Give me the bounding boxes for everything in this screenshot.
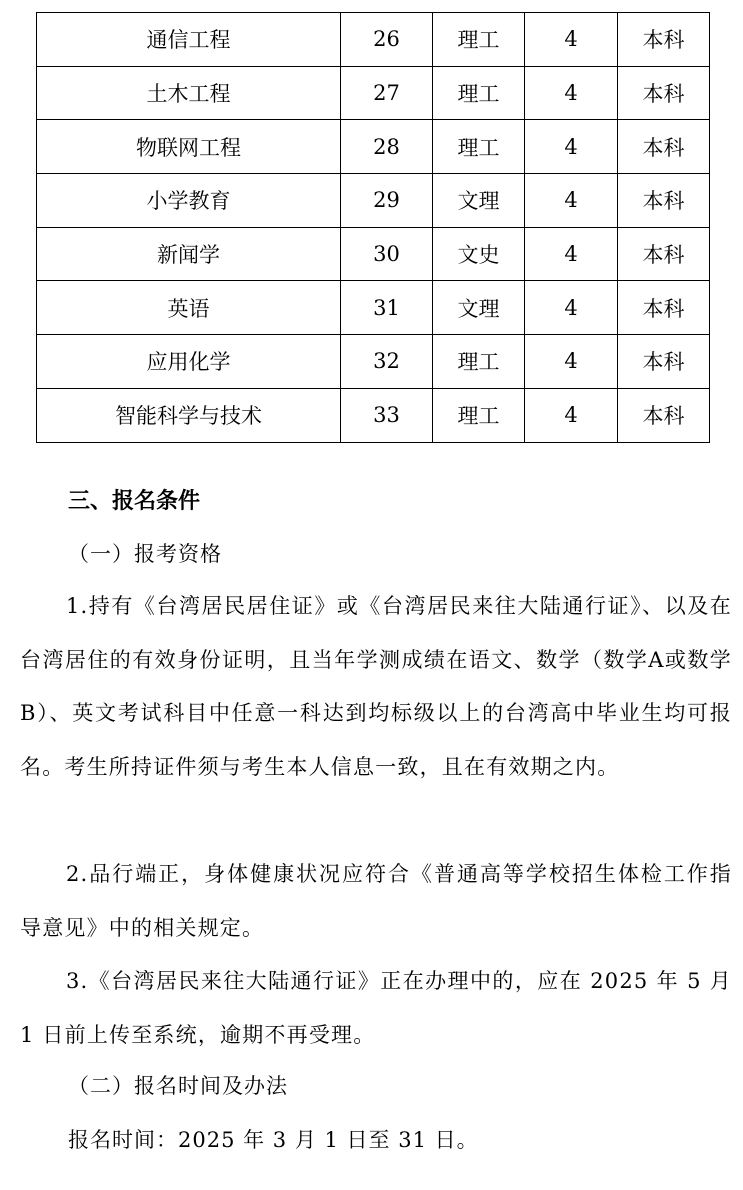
subsection-title-eligibility: （一）报考资格 <box>68 542 222 566</box>
level-cell: 本科 <box>618 227 710 281</box>
table-row <box>37 120 710 174</box>
table-row <box>37 66 710 120</box>
years-cell: 4 <box>525 388 618 442</box>
section-heading: 三、报名条件 <box>68 489 201 514</box>
major-name-cell: 物联网工程 <box>37 120 341 174</box>
level-cell: 本科 <box>618 281 710 335</box>
level-cell: 本科 <box>618 13 710 67</box>
table-row <box>37 281 710 335</box>
years-cell: 4 <box>525 335 618 389</box>
category-cell: 文理 <box>433 174 525 228</box>
major-code-cell: 27 <box>341 66 433 120</box>
table-row <box>37 174 710 228</box>
major-code-cell: 31 <box>341 281 433 335</box>
category-cell: 理工 <box>433 388 525 442</box>
table-row <box>37 335 710 389</box>
years-cell: 4 <box>525 120 618 174</box>
major-code-cell: 28 <box>341 120 433 174</box>
category-cell: 理工 <box>433 335 525 389</box>
paragraph-requirement-2: 2.品行端正，身体健康状况应符合《普通高等学校招生体检工作指导意见》中的相关规定。 <box>20 862 732 940</box>
paragraph-requirement-3: 3.《台湾居民来往大陆通行证》正在办理中的，应在 2025 年 5 月 1 日前上传至系统，逾期不再受理。 <box>20 969 732 1047</box>
years-cell: 4 <box>525 174 618 228</box>
major-name-cell: 英语 <box>37 281 341 335</box>
table-row <box>37 13 710 67</box>
level-cell: 本科 <box>618 66 710 120</box>
category-cell: 文理 <box>433 281 525 335</box>
category-cell: 理工 <box>433 120 525 174</box>
category-cell: 理工 <box>433 13 525 67</box>
majors-table <box>36 12 710 443</box>
major-code-cell: 32 <box>341 335 433 389</box>
major-name-cell: 通信工程 <box>37 13 341 67</box>
major-name-cell: 应用化学 <box>37 335 341 389</box>
major-name-cell: 小学教育 <box>37 174 341 228</box>
major-name-cell: 新闻学 <box>37 227 341 281</box>
major-code-cell: 29 <box>341 174 433 228</box>
level-cell: 本科 <box>618 174 710 228</box>
paragraph-requirement-1: 1.持有《台湾居民居住证》或《台湾居民来往大陆通行证》、以及在台湾居住的有效身份证明，且当年学测成绩在语文、数学（数学A或数学B）、英文考试科目中任意一科达到均标级以上的台湾高中毕业生均可报名。考生所持证件须与考生本人信息一致，且在有效期之内。 <box>20 594 732 779</box>
category-cell: 理工 <box>433 66 525 120</box>
level-cell: 本科 <box>618 335 710 389</box>
registration-time-text: 报名时间：2025 年 3 月 1 日至 31 日。 <box>68 1128 479 1152</box>
majors-table-body <box>37 13 710 443</box>
level-cell: 本科 <box>618 388 710 442</box>
level-cell: 本科 <box>618 120 710 174</box>
category-cell: 文史 <box>433 227 525 281</box>
major-name-cell: 土木工程 <box>37 66 341 120</box>
table-row <box>37 227 710 281</box>
major-code-cell: 30 <box>341 227 433 281</box>
years-cell: 4 <box>525 66 618 120</box>
years-cell: 4 <box>525 281 618 335</box>
table-row <box>37 388 710 442</box>
major-code-cell: 26 <box>341 13 433 67</box>
major-code-cell: 33 <box>341 388 433 442</box>
major-name-cell: 智能科学与技术 <box>37 388 341 442</box>
subsection-title-time-method: （二）报名时间及办法 <box>68 1074 288 1098</box>
years-cell: 4 <box>525 227 618 281</box>
years-cell: 4 <box>525 13 618 67</box>
